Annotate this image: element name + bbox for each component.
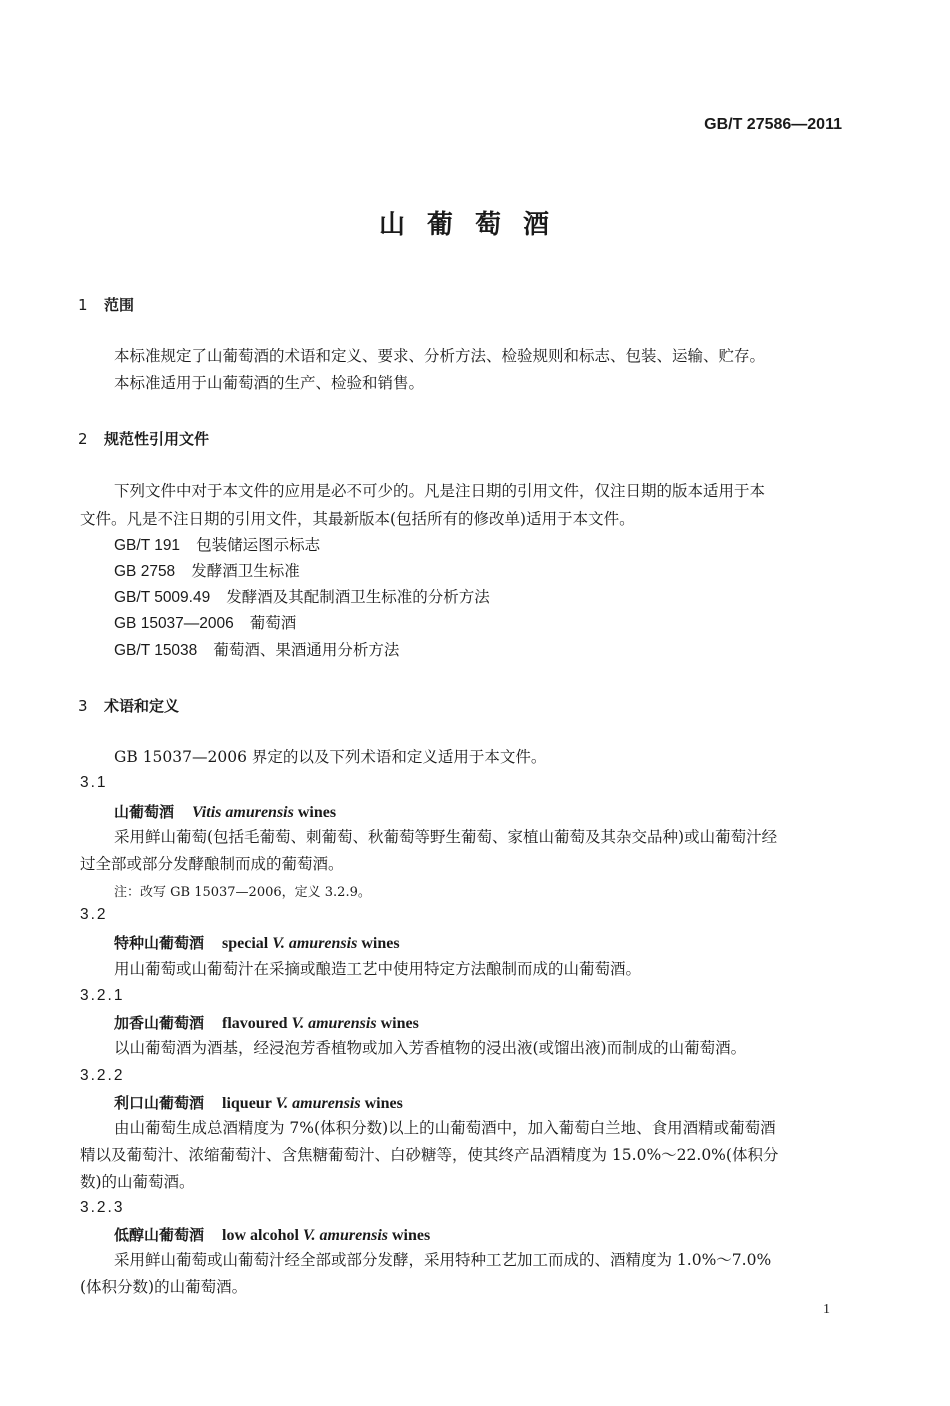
section-1-paragraph-1: 本标准规定了山葡萄酒的术语和定义、要求、分析方法、检验规则和标志、包装、运输、贮存。 [114, 347, 766, 365]
term-definition-line: 以山葡萄酒为酒基，经浸泡芳香植物或加入芳香植物的浸出液(或馏出液)而制成的山葡萄酒。 [114, 1039, 747, 1057]
term-chinese: 低醇山葡萄酒 [114, 1226, 205, 1244]
term-english [192, 804, 336, 821]
term-english-rest: wines [376, 1015, 419, 1032]
term-heading [114, 1012, 419, 1033]
section-2-paragraph-line-1: 下列文件中对于本文件的应用是必不可少的。凡是注日期的引用文件，仅注日期的版本适用于本 [114, 482, 766, 500]
section-title: 规范性引用文件 [104, 430, 210, 448]
term-definition-line: 精以及葡萄汁、浓缩葡萄汁、含焦糖葡萄汁、白砂糖等，使其终产品酒精度为 15.0%～22.0%(体积分 [80, 1146, 779, 1164]
section-title: 术语和定义 [104, 697, 180, 715]
term-number: 3.2.1 [80, 987, 125, 1004]
reference-name: 葡萄酒 [249, 614, 297, 632]
term-chinese: 利口山葡萄酒 [114, 1094, 205, 1112]
term-heading [114, 932, 400, 953]
section-3-heading [78, 695, 179, 716]
term-definition-line: 数)的山葡萄酒。 [80, 1173, 195, 1191]
term-chinese: 加香山葡萄酒 [114, 1014, 205, 1032]
term-chinese: 特种山葡萄酒 [114, 934, 205, 952]
term-number: 3.2.3 [80, 1199, 125, 1216]
term-definition-line: 采用鲜山葡萄或山葡萄汁经全部或部分发酵，采用特种工艺加工而成的、酒精度为 1.0%～7.0% [114, 1251, 772, 1269]
reference-item [114, 533, 320, 558]
term-latin: V. amurensis [272, 935, 358, 952]
section-number: 3 [78, 697, 88, 715]
term-heading [114, 801, 336, 822]
term-latin: Vitis amurensis [192, 804, 294, 821]
section-3-intro: GB 15037—2006 界定的以及下列术语和定义适用于本文件。 [114, 748, 547, 766]
term-english-rest: wines [387, 1227, 431, 1244]
term-definition-line: 采用鲜山葡萄(包括毛葡萄、刺葡萄、秋葡萄等野生葡萄、家植山葡萄及其杂交品种)或山葡萄汁经 [114, 828, 778, 846]
section-1-heading [78, 294, 134, 315]
term-english [222, 935, 400, 952]
term-definition-line: 用山葡萄或山葡萄汁在采摘或酿造工艺中使用特定方法酿制而成的山葡萄酒。 [114, 960, 642, 978]
reference-code: GB/T 5009.49 [114, 589, 211, 606]
term-definition-line: 由山葡萄生成总酒精度为 7%(体积分数)以上的山葡萄酒中，加入葡萄白兰地、食用酒精或葡萄酒 [114, 1119, 776, 1137]
term-chinese: 山葡萄酒 [114, 803, 175, 821]
term-english-prefix: flavoured [222, 1015, 292, 1032]
term-english-rest: wines [293, 804, 337, 821]
section-2-heading [78, 428, 209, 449]
term-heading [114, 1092, 403, 1113]
term-english [222, 1227, 430, 1244]
reference-item [114, 585, 490, 610]
term-english-prefix: liqueur [222, 1095, 276, 1112]
reference-code: GB/T 15038 [114, 642, 198, 659]
term-english-prefix: low alcohol [222, 1227, 303, 1244]
reference-code: GB 2758 [114, 563, 176, 580]
term-definition-line: (体积分数)的山葡萄酒。 [80, 1278, 248, 1296]
section-title: 范围 [104, 296, 135, 314]
page-number: 1 [823, 1302, 830, 1317]
reference-item [114, 559, 300, 584]
term-note: 注：改写 GB 15037—2006，定义 3.2.9。 [114, 885, 371, 900]
term-latin: V. amurensis [302, 1227, 388, 1244]
term-english-rest: wines [357, 935, 400, 952]
section-number: 1 [78, 296, 88, 314]
term-english-prefix: special [222, 935, 273, 952]
reference-code: GB 15037—2006 [114, 615, 234, 632]
reference-name: 发酵酒卫生标准 [191, 562, 300, 580]
page-title: 山葡萄酒 [378, 210, 571, 240]
term-english [222, 1095, 403, 1112]
term-number: 3.2 [80, 906, 108, 923]
reference-name: 发酵酒及其配制酒卫生标准的分析方法 [226, 588, 490, 606]
section-1-paragraph-2: 本标准适用于山葡萄酒的生产、检验和销售。 [114, 374, 425, 392]
standard-number: GB/T 27586—2011 [704, 116, 842, 133]
reference-name: 包装储运图示标志 [196, 536, 321, 554]
reference-name: 葡萄酒、果酒通用分析方法 [213, 641, 400, 659]
term-latin: V. amurensis [275, 1095, 361, 1112]
term-latin: V. amurensis [291, 1015, 377, 1032]
reference-item [114, 638, 399, 663]
term-english [222, 1015, 419, 1032]
term-number: 3.1 [80, 774, 108, 791]
term-heading [114, 1224, 430, 1245]
term-english-rest: wines [360, 1095, 403, 1112]
term-number: 3.2.2 [80, 1067, 125, 1084]
section-number: 2 [78, 430, 88, 448]
term-definition-line: 过全部或部分发酵酿制而成的葡萄酒。 [80, 855, 344, 873]
reference-item [114, 611, 296, 636]
reference-code: GB/T 191 [114, 537, 181, 554]
section-2-paragraph-line-2: 文件。凡是不注日期的引用文件，其最新版本(包括所有的修改单)适用于本文件。 [80, 510, 635, 528]
